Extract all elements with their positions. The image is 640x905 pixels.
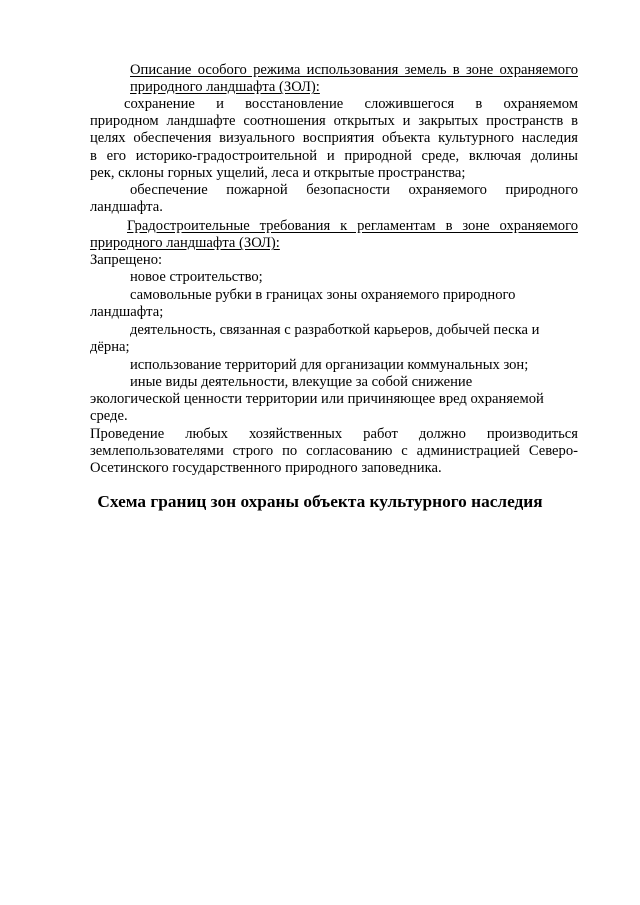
list-item-line: иные виды деятельности, влекущие за собой снижение bbox=[130, 374, 473, 390]
prohibited-item bbox=[90, 322, 578, 356]
list-item-line: ландшафта; bbox=[90, 304, 164, 321]
section1-title bbox=[90, 62, 578, 96]
paragraph-line: ландшафта. bbox=[90, 199, 163, 216]
paragraph-line: рек, склоны горных ущелий, леса и открытые пространства; bbox=[90, 164, 466, 181]
section2-title-line: природного ландшафта (ЗОЛ): bbox=[90, 235, 280, 252]
paragraph-line: природном ландшафте соотношения открытых и закрытых пространств в bbox=[90, 113, 578, 130]
prohibited-label bbox=[90, 252, 578, 269]
preservation-paragraph bbox=[90, 96, 578, 182]
paragraph-line: обеспечение пожарной безопасности охраняемого природного bbox=[130, 182, 578, 198]
list-item-line: новое строительство; bbox=[130, 269, 263, 285]
paragraph-line: землепользователями строго по согласованию с администрацией Северо- bbox=[90, 443, 578, 460]
prohibited-item bbox=[90, 374, 578, 426]
paragraph-line: в его историко-градостроительной и природной среде, включая долины bbox=[90, 147, 578, 164]
list-item-line: использование территорий для организации коммунальных зон; bbox=[130, 357, 529, 373]
list-item-line: среде. bbox=[90, 408, 128, 425]
fire-safety-paragraph bbox=[90, 182, 578, 216]
scheme-heading: Схема границ зон охраны объекта культурного наследия bbox=[97, 492, 543, 511]
paragraph-line: Проведение любых хозяйственных работ должно производиться bbox=[90, 426, 578, 442]
paragraph-line: сохранение и восстановление сложившегося в охраняемом bbox=[124, 96, 578, 112]
prohibited-label-text: Запрещено: bbox=[90, 252, 163, 268]
section2-title bbox=[90, 218, 578, 252]
section1-title-line: природного ландшафта (ЗОЛ): bbox=[130, 79, 320, 96]
section2-title-line: Градостроительные требования к регламентам в зоне охраняемого bbox=[127, 218, 578, 234]
list-item-line: дёрна; bbox=[90, 339, 130, 356]
section1-title-line: Описание особого режима использования земель в зоне охраняемого bbox=[130, 62, 578, 78]
list-item-line: самовольные рубки в границах зоны охраняемого природного bbox=[130, 287, 516, 303]
prohibited-item bbox=[90, 287, 578, 321]
list-item-line: экологической ценности территории или причиняющее вред охраняемой bbox=[90, 391, 544, 408]
paragraph-line: целях обеспечения визуального восприятия объекта культурного наследия bbox=[90, 130, 578, 147]
prohibited-item bbox=[90, 269, 578, 286]
list-item-line: деятельность, связанная с разработкой карьеров, добычей песка и bbox=[130, 322, 540, 338]
closing-paragraph bbox=[90, 426, 578, 478]
paragraph-line: Осетинского государственного природного заповедника. bbox=[90, 460, 442, 477]
prohibited-item bbox=[90, 357, 578, 374]
